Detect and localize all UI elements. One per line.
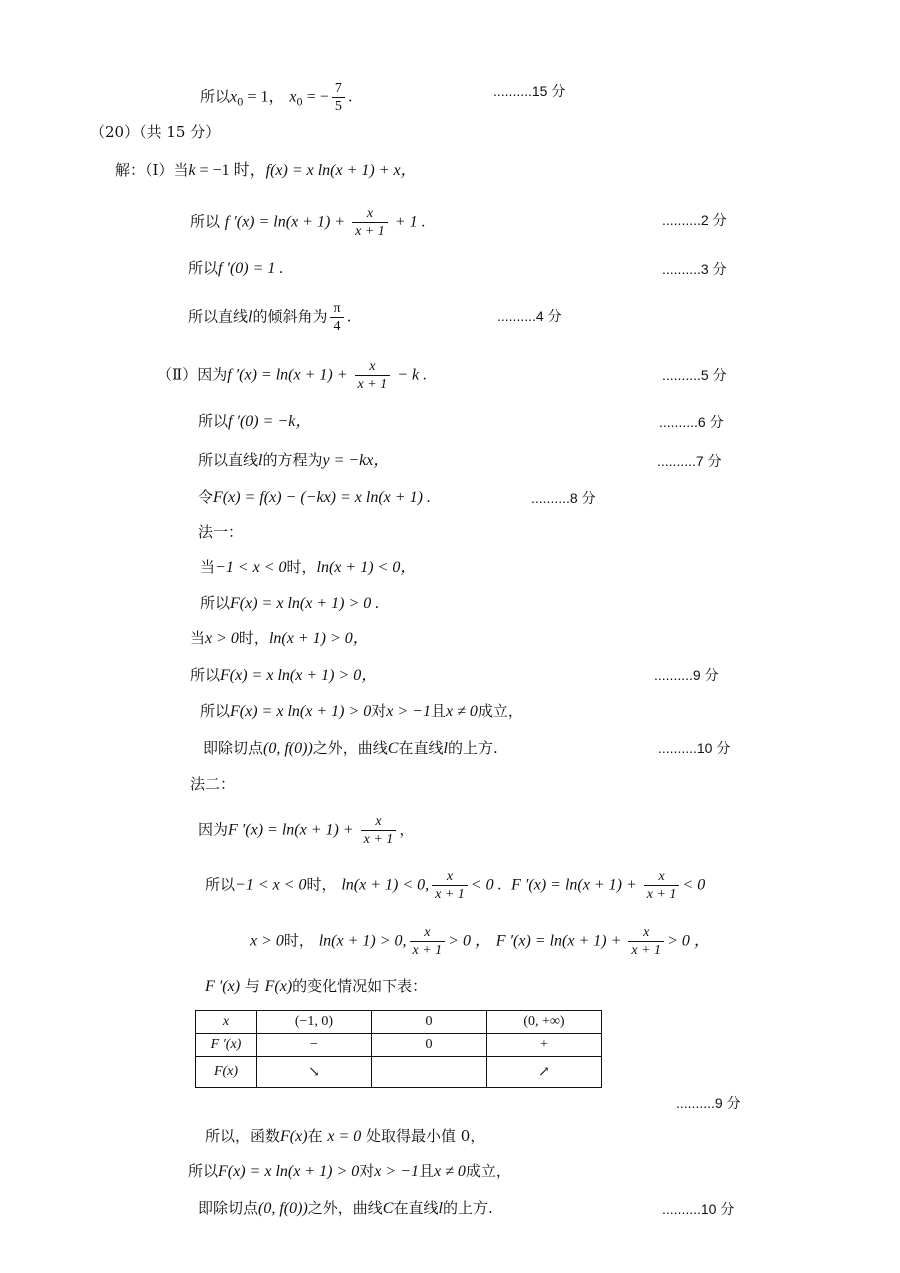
Fx-expr: F(x) = f(x) − (−kx) = x ln(x + 1) . (213, 489, 431, 506)
var-x0-a: x (230, 88, 238, 106)
score-7: ..........7 分 (657, 453, 722, 469)
Fx-prefix: 令 (198, 488, 214, 506)
k-eq: = −1 时， (195, 162, 266, 179)
m1-l3-pre: 当 (190, 629, 206, 647)
score-8: ..........8 分 (531, 490, 596, 506)
fprime-line (190, 205, 426, 240)
angle-post: . (346, 307, 352, 326)
m1-l5-pre: 所以 (200, 702, 231, 720)
fraction-x-x1 (628, 924, 664, 959)
m2-l7-pre: 即除切点 (198, 1199, 259, 1217)
eq-2: = − (302, 88, 329, 106)
frac-den: 4 (333, 319, 341, 334)
m2-l1-pre: 因为 (198, 820, 229, 839)
method1-line2 (200, 593, 379, 614)
fraction-x-x1 (352, 205, 388, 240)
method2-line3 (250, 924, 710, 959)
frac-num: x (410, 924, 446, 942)
score-3: ..........3 分 (662, 261, 727, 277)
var-l: l (258, 452, 263, 469)
frac-den: x + 1 (357, 377, 388, 392)
f0k-prefix: 所以 (198, 412, 229, 430)
m2-l3-expr: x > 0 (250, 932, 284, 950)
m1-l4-expr: F(x) = x ln(x + 1) > 0， (220, 667, 378, 684)
method2-title: 法二： (190, 775, 236, 793)
m2-l4-end: 的变化情况如下表： (292, 977, 428, 995)
var-l: l (248, 308, 253, 326)
m2-l2-expr: −1 < x < 0 (235, 876, 307, 894)
m1-l2-pre: 所以 (200, 594, 231, 612)
score-9-method1: ..........9 分 (654, 667, 719, 683)
frac-num: x (644, 868, 680, 886)
prev-conclusion-line (200, 80, 353, 115)
fraction-pi-4 (330, 300, 343, 335)
fraction-x-x1 (410, 924, 446, 959)
fprime-prefix: 所以 (190, 212, 221, 231)
m2-l5-expr: F(x) (280, 1128, 308, 1145)
var-k: k (188, 162, 196, 179)
score-15: ..........15 分 (493, 83, 566, 99)
method1-line5 (200, 701, 523, 722)
part2-label: （Ⅱ）因为 (157, 365, 228, 384)
fraction-7-5 (332, 80, 345, 115)
m1-l5-expr2: x > −1 (386, 703, 431, 720)
m1-l5-mid: 对 (371, 702, 387, 720)
solution-part1-line (115, 160, 417, 181)
method1-line4 (190, 665, 377, 686)
fprime-expr: f ′(x) = ln(x + 1) + (224, 213, 350, 231)
m2-l4-expr2: F(x) (264, 978, 293, 995)
m2-l6-mid2: 且 (418, 1162, 434, 1180)
fx-definition: f(x) = x ln(x + 1) + x， (265, 162, 417, 179)
frac-den: 5 (334, 99, 342, 114)
method2-line7 (198, 1198, 493, 1219)
m2-l5-pre: 所以，函数 (205, 1127, 281, 1145)
table-row (196, 1057, 602, 1088)
m2-l2-expr3: F ′(x) = ln(x + 1) + (511, 876, 641, 894)
part2-expr: f ′(x) = ln(x + 1) + (227, 366, 352, 384)
method2-line5 (205, 1126, 485, 1147)
m2-l2-post: < 0 . (470, 876, 502, 894)
m2-l3-post: > 0 ， (448, 932, 491, 950)
m2-l6-pre: 所以 (188, 1162, 219, 1180)
angle-line (188, 300, 351, 335)
score-10-method2: ..........10 分 (662, 1201, 735, 1217)
m1-l4-pre: 所以 (190, 666, 221, 684)
m1-l1-mid: 时， (286, 558, 317, 576)
table-cell-decreasing-arrow: ↘ (257, 1057, 372, 1088)
fraction-x-x1 (355, 358, 391, 393)
var-C: C (387, 740, 399, 757)
table-cell: 0 (372, 1034, 487, 1057)
m1-l6-pre: 即除切点 (203, 739, 264, 757)
frac-num: x (628, 924, 664, 942)
part2-post: − k . (393, 366, 428, 384)
score-10-method1: ..........10 分 (658, 740, 731, 756)
sub-0-a: 0 (237, 97, 244, 109)
table-header-cell: (−1, 0) (257, 1011, 372, 1034)
m1-l3-mid: 时， (238, 629, 269, 647)
method2-line4 (205, 976, 427, 997)
tangent-expr: y = −kx， (322, 452, 390, 469)
m1-l3-expr2: ln(x + 1) > 0， (268, 630, 369, 647)
m2-l3-expr3: F ′(x) = ln(x + 1) + (495, 932, 626, 950)
m1-l3-expr: x > 0 (205, 630, 239, 647)
m2-l7-mid2: 在直线 (393, 1199, 439, 1217)
method2-line1 (198, 813, 414, 848)
fraction-x-x1 (644, 868, 680, 903)
f0-line (188, 258, 283, 279)
var-l: l (438, 1200, 443, 1217)
score-4: ..........4 分 (497, 308, 562, 324)
m2-l4-expr: F ′(x) (205, 978, 241, 995)
score-2: ..........2 分 (662, 212, 727, 228)
m1-l1-expr: −1 < x < 0 (215, 559, 287, 576)
frac-num: x (355, 358, 391, 376)
m2-l3-mid: 时， (283, 931, 314, 950)
part2-line (157, 358, 427, 393)
m1-l5-expr3: x ≠ 0 (445, 703, 478, 720)
tangent-prefix: 所以直线 (198, 451, 259, 469)
table-cell-increasing-arrow: ↗ (487, 1057, 602, 1088)
f0k-expr: f ′(0) = −k， (228, 413, 312, 430)
method1-line6 (203, 738, 498, 759)
f0-expr: f ′(0) = 1 . (218, 260, 284, 277)
f0-prefix: 所以 (188, 259, 219, 277)
m2-l7-mid: 之外，曲线 (307, 1199, 383, 1217)
m2-l5-end: 处取得最小值 0， (366, 1127, 486, 1145)
table-cell: F(x) (196, 1057, 257, 1088)
Fx-line (198, 487, 431, 508)
fraction-x-x1 (432, 868, 468, 903)
m2-l2-mid: 时， (306, 875, 337, 894)
m2-l2-pre: 所以 (205, 875, 236, 894)
frac-num: 7 (332, 80, 345, 98)
table-header-cell: x (196, 1011, 257, 1034)
m2-l6-expr: F(x) = x ln(x + 1) > 0 (218, 1163, 360, 1180)
m2-l6-expr2: x > −1 (374, 1163, 419, 1180)
part1-label: （Ⅰ）当 (145, 161, 189, 179)
m2-l7-expr: (0, f(0)) (258, 1200, 308, 1217)
m2-l2-post2: < 0 (682, 876, 706, 894)
m2-l4-mid: 与 (244, 977, 260, 995)
m2-l1-expr: F ′(x) = ln(x + 1) + (228, 821, 358, 839)
m2-l6-mid: 对 (359, 1162, 375, 1180)
fprime-post: + 1 . (390, 213, 426, 231)
m2-l2-expr2: ln(x + 1) < 0, (341, 876, 430, 894)
table-header-cell: (0, +∞) (487, 1011, 602, 1034)
frac-num: π (330, 300, 343, 318)
m2-l1-post: ， (399, 820, 415, 839)
frac-num: x (352, 205, 388, 223)
m2-l5-mid: 在 (307, 1127, 323, 1145)
method1-line1 (200, 557, 416, 578)
m2-l7-end: 的上方. (442, 1199, 493, 1217)
eq-1: = 1， (243, 88, 285, 106)
m1-l5-end: 成立， (477, 702, 523, 720)
m2-l3-post2: > 0 ， (667, 932, 710, 950)
m1-l6-end: 的上方. (447, 739, 498, 757)
m1-l5-expr: F(x) = x ln(x + 1) > 0 (230, 703, 372, 720)
tangent-line (198, 450, 389, 471)
fraction-x-x1 (361, 813, 397, 848)
var-x0-b: x (289, 88, 297, 106)
solution-label: 解： (115, 161, 146, 179)
m2-l6-end: 成立， (465, 1162, 511, 1180)
method1-title: 法一： (198, 523, 244, 541)
m2-l3-expr2: ln(x + 1) > 0, (318, 932, 407, 950)
frac-num: x (432, 868, 468, 886)
table-cell: + (487, 1034, 602, 1057)
sub-0-b: 0 (296, 97, 303, 109)
frac-den: x + 1 (435, 887, 465, 902)
table-row (196, 1034, 602, 1057)
frac-den: x + 1 (646, 887, 677, 902)
score-9-method2: ..........9 分 (676, 1095, 741, 1111)
m2-l6-expr3: x ≠ 0 (433, 1163, 466, 1180)
frac-den: x + 1 (412, 943, 443, 958)
m2-l5-expr2: x = 0 (327, 1128, 362, 1145)
frac-den: x + 1 (363, 832, 394, 847)
m1-l2-expr: F(x) = x ln(x + 1) > 0 . (230, 595, 380, 612)
frac-num: x (361, 813, 397, 831)
m1-l6-mid: 之外，曲线 (312, 739, 388, 757)
method1-line3 (190, 628, 369, 649)
method2-line2 (205, 868, 705, 903)
tangent-mid: 的方程为 (262, 451, 323, 469)
table-cell: − (257, 1034, 372, 1057)
table-cell: F ′(x) (196, 1034, 257, 1057)
angle-prefix: 所以直线 (188, 307, 249, 326)
score-5: ..........5 分 (662, 367, 727, 383)
table-header-row (196, 1011, 602, 1034)
m1-l1-pre: 当 (200, 558, 216, 576)
prev-conclusion-prefix: 所以 (200, 87, 231, 106)
m1-l5-mid2: 且 (430, 702, 446, 720)
f0k-line (198, 411, 311, 432)
variation-table (195, 1010, 602, 1088)
problem-20-header: （20）（共 15 分） (90, 123, 221, 141)
table-cell (372, 1057, 487, 1088)
m1-l1-expr2: ln(x + 1) < 0， (316, 559, 417, 576)
angle-mid: 的倾斜角为 (252, 307, 328, 326)
var-l: l (443, 740, 448, 757)
m1-l6-expr: (0, f(0)) (263, 740, 313, 757)
method2-line6 (188, 1161, 511, 1182)
var-C: C (382, 1200, 394, 1217)
frac-den: x + 1 (631, 943, 662, 958)
frac-den: x + 1 (355, 224, 385, 239)
m1-l6-mid2: 在直线 (398, 739, 444, 757)
prev-end-period: . (347, 87, 353, 106)
score-6: ..........6 分 (659, 414, 724, 430)
table-header-cell: 0 (372, 1011, 487, 1034)
